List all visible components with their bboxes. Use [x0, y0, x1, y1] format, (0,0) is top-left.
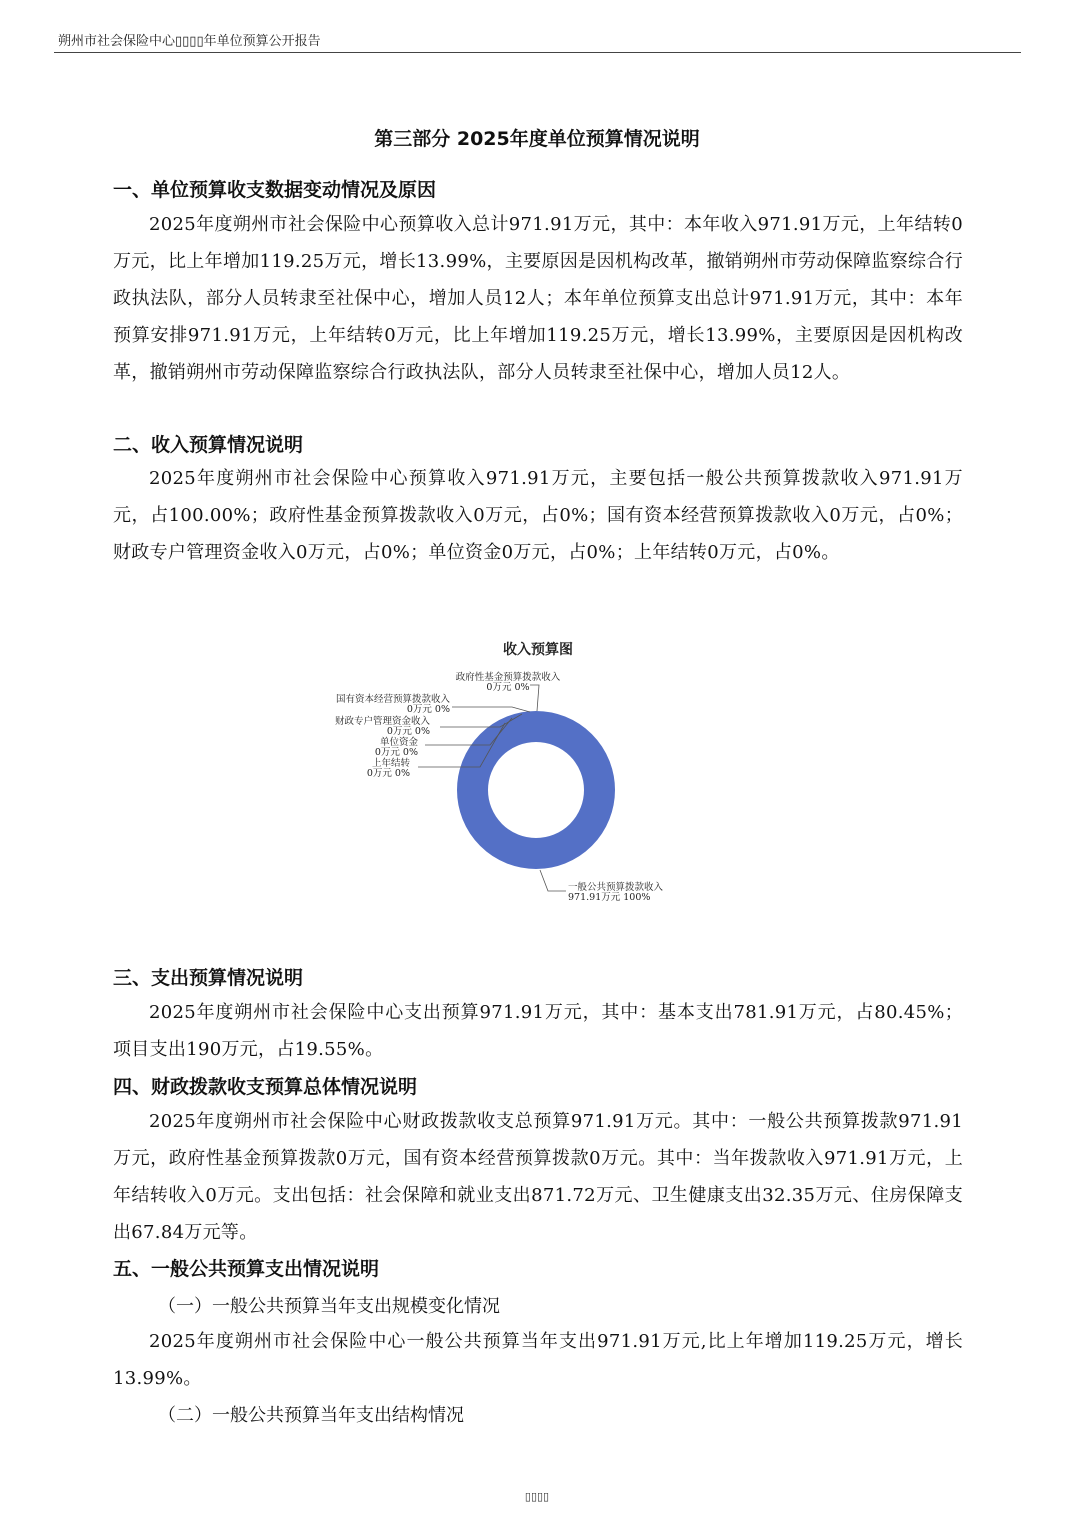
donut-chart-svg	[300, 635, 770, 915]
chart-title: 收入预算图	[503, 642, 573, 658]
slice-label-value-0: 971.91万元 100%	[568, 892, 651, 903]
section-paragraph-2: 2025年度朔州市社会保险中心预算收入971.91万元，主要包括一般公共预算拨款收入971.91万元，占100.00%；政府性基金预算拨款收入0万元，占0%；国有资本经营预算拨款收入0万元，占0%；财政专户管理资金收入0万元，占0%；单位资金0万元，占0%；上年结转0万元，占0%。	[113, 468, 963, 563]
sub-heading-5-2: （二）一般公共预算当年支出结构情况	[158, 1405, 464, 1426]
report-header-title: 朔州市社会保险中心▯▯▯▯年单位预算公开报告	[58, 34, 321, 49]
page-title: 第三部分 2025年度单位预算情况说明	[374, 128, 700, 150]
section-heading-2: 二、收入预算情况说明	[113, 434, 304, 456]
leader-line-2	[452, 707, 530, 712]
sub-heading-5-1: （一）一般公共预算当年支出规模变化情况	[158, 1296, 500, 1317]
section-heading-1: 一、单位预算收支数据变动情况及原因	[113, 179, 437, 201]
page-number: ▯▯▯▯	[524, 1490, 550, 1503]
donut-ring-group	[473, 727, 600, 854]
leader-line-0	[540, 870, 566, 891]
slice-label-name-4: 单位资金	[379, 737, 418, 748]
section-paragraph-4: 2025年度朔州市社会保险中心财政拨款收支总预算971.91万元。其中：一般公共预算拨款971.91万元，政府性基金预算拨款0万元，国有资本经营预算拨款0万元。其中：当年拨款收入971.91万元，上年结转收入0万元。支出包括：社会保障和就业支出871.72万元、卫生健康支出32.35万元、住房保障支出67.84万元等。	[113, 1111, 963, 1243]
section-paragraph-5: 2025年度朔州市社会保险中心一般公共预算当年支出971.91万元,比上年增加119.25万元，增长13.99%。	[113, 1331, 963, 1389]
donut-slice-0	[473, 727, 600, 854]
slice-label-value-1: 0万元 0%	[486, 682, 530, 693]
slice-label-value-3: 0万元 0%	[386, 726, 430, 737]
slice-label-name-0: 一般公共预算拨款收入	[568, 882, 664, 893]
section-heading-5: 五、一般公共预算支出情况说明	[113, 1258, 380, 1280]
section-paragraph-1: 2025年度朔州市社会保险中心预算收入总计971.91万元，其中：本年收入971.91万元，上年结转0万元，比上年增加119.25万元，增长13.99%，主要原因是因机构改革，撤销朔州市劳动保障监察综合行政执法队，部分人员转隶至社保中心，增加人员12人；本年单位预算支出总计971.91万元，其中：本年预算安排971.91万元，上年结转0万元，比上年增加119.25万元，增长13.99%，主要原因是因机构改革，撤销朔州市劳动保障监察综合行政执法队，部分人员转隶至社保中心，增加人员12人。	[113, 214, 963, 383]
section-heading-3: 三、支出预算情况说明	[113, 967, 304, 989]
slice-label-name-2: 国有资本经营预算拨款收入	[335, 694, 450, 705]
slice-label-name-3: 财政专户管理资金收入	[334, 716, 430, 727]
slice-label-name-1: 政府性基金预算拨款收入	[455, 672, 561, 683]
slice-label-name-5: 上年结转	[371, 758, 410, 769]
income-budget-chart	[300, 635, 770, 915]
header-divider	[54, 52, 1021, 53]
slice-label-value-4: 0万元 0%	[374, 747, 418, 758]
leader-line-1	[530, 685, 539, 711]
slice-label-value-5: 0万元 0%	[366, 768, 410, 779]
section-heading-4: 四、财政拨款收支预算总体情况说明	[113, 1076, 418, 1098]
section-paragraph-3: 2025年度朔州市社会保险中心支出预算971.91万元，其中：基本支出781.91万元，占80.45%；项目支出190万元，占19.55%。	[113, 1002, 963, 1060]
slice-label-value-2: 0万元 0%	[406, 704, 450, 715]
